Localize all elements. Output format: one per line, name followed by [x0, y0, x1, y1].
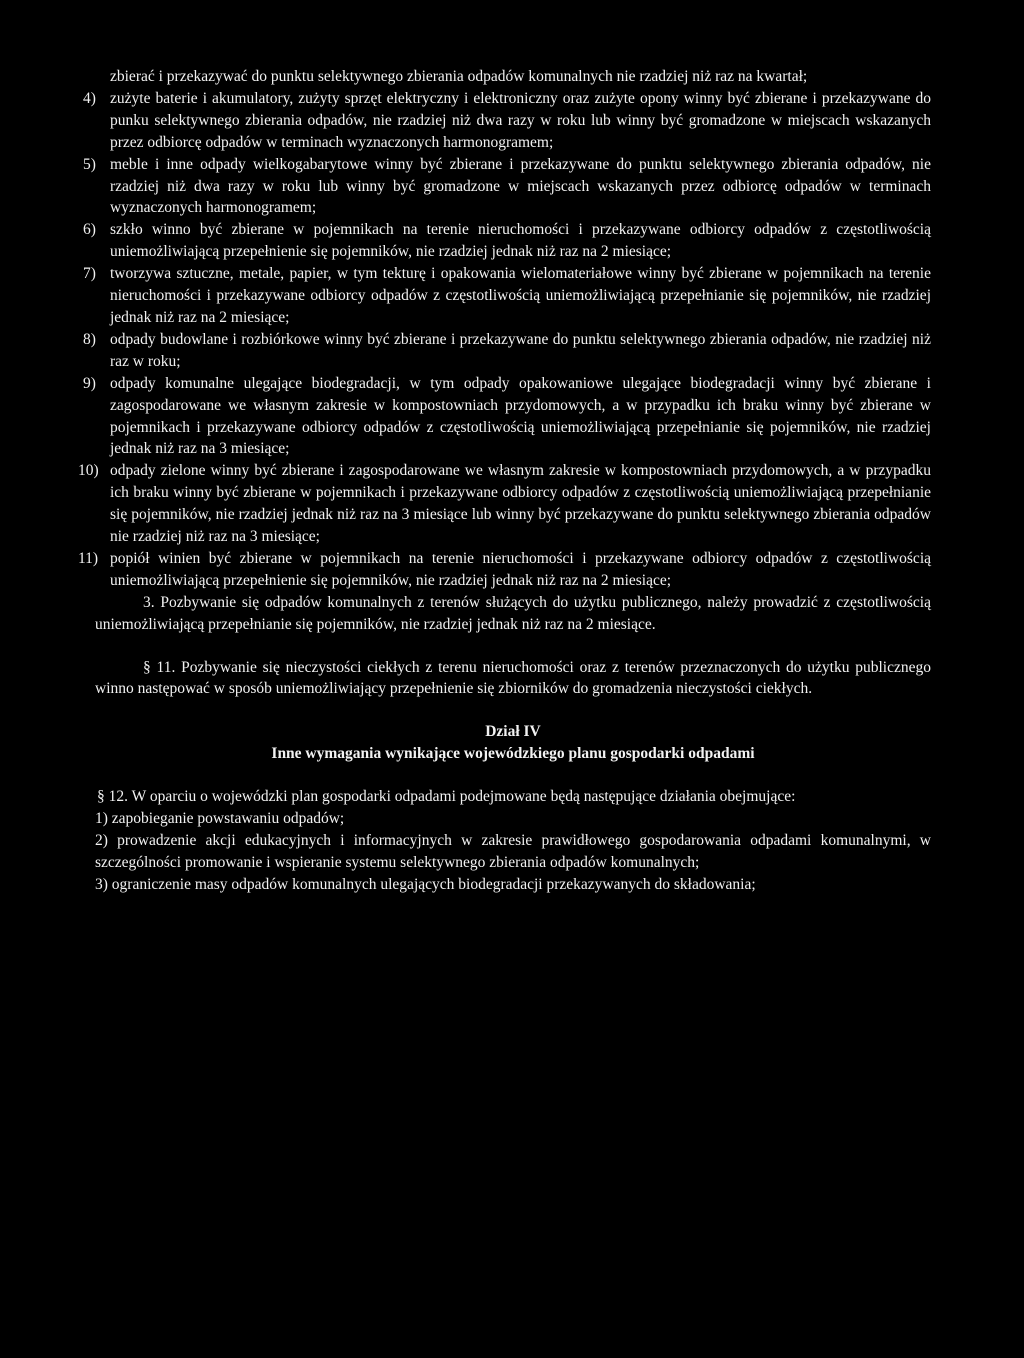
document-page	[78, 66, 931, 896]
list-item-9	[83, 373, 931, 461]
section-12-intro: § 12. W oparciu o wojewódzki plan gospodarki odpadami podejmowane będą następujące działania obejmujące:	[97, 788, 796, 806]
list-number: 5)	[83, 155, 96, 173]
list-item-7	[83, 263, 931, 329]
section-11-paragraph: § 11. Pozbywanie się nieczystości ciekłych z terenu nieruchomości oraz z terenów przeznaczonych do użytku publicznego winno następować w sposób uniemożliwiający przepełnienie się zbiorników do gromadzenia nieczystości ciekłych.	[95, 658, 931, 698]
section-12-item-3: 3) ograniczenie masy odpadów komunalnych ulegających biodegradacji przekazywanych do składowania;	[95, 875, 756, 893]
list-item-8	[83, 329, 931, 373]
list-text: odpady komunalne ulegające biodegradacji, w tym odpady opakowaniowe ulegające biodegradacji winny być zbierane i zagospodarowane we własnym zakresie w kompostowniach przydomowych, a w przypadku ich braku winny być zbierane w pojemnikach i przekazywane odbiorcy odpadów z częstotliwością uniemożliwiającą przepełnianie się pojemników, nie rzadziej jednak niż raz na 3 miesiące;	[110, 374, 931, 458]
division-title: Dział IV	[485, 723, 541, 741]
list-text: szkło winno być zbierane w pojemnikach na terenie nieruchomości i przekazywane odbiorcy odpadów z częstotliwością uniemożliwiającą przepełnienie się pojemników, nie rzadziej jednak niż raz na 2 miesiące;	[110, 221, 931, 261]
list-number: 7)	[83, 265, 96, 283]
list-item-10	[78, 460, 931, 548]
section-12-item-1: 1) zapobieganie powstawaniu odpadów;	[95, 810, 345, 828]
list-text: meble i inne odpady wielkogabarytowe winny być zbierane i przekazywane do punktu selektywnego zbierania odpadów, nie rzadziej niż dwa razy w roku lub winny być gromadzone w miejscach wskazanych przez odbiorcę odpadów w terminach wyznaczonych harmonogramem;	[110, 155, 931, 217]
list-text: odpady budowlane i rozbiórkowe winny być zbierane i przekazywane do punktu selektywnego zbierania odpadów, nie rzadziej niż raz w roku;	[110, 330, 931, 370]
list-item-6	[83, 219, 931, 263]
list-item-continuation	[95, 66, 931, 88]
list-text: zużyte baterie i akumulatory, zużyty sprzęt elektryczny i elektroniczny oraz zużyte opony winny być zbierane i przekazywane do punku selektywnego zbierania odpadów, nie rzadziej niż dwa razy w roku lub winny być gromadzone w miejscach wskazanych przez odbiorcę odpadów w terminach wyznaczonych harmonogramem;	[110, 89, 931, 151]
spacer	[95, 636, 931, 657]
point-3-paragraph: 3. Pozbywanie się odpadów komunalnych z terenów służących do użytku publicznego, należy prowadzić z częstotliwością uniemożliwiającą przepełnianie się pojemników, nie rzadziej jednak niż raz na 2 miesiące.	[95, 593, 931, 633]
list-number: 9)	[83, 374, 96, 392]
list-number: 8)	[83, 330, 96, 348]
list-item-5	[83, 154, 931, 220]
list-number: 4)	[83, 89, 96, 107]
list-text: popiół winien być zbierane w pojemnikach na terenie nieruchomości i przekazywane odbiorcy odpadów z częstotliwością uniemożliwiającą przepełnienie się pojemników, nie rzadziej jednak niż raz na 2 miesiące;	[110, 549, 931, 589]
list-number: 6)	[83, 221, 96, 239]
division-subtitle: Inne wymagania wynikające wojewódzkiego planu gospodarki odpadami	[271, 745, 755, 763]
list-text: odpady zielone winny być zbierane i zagospodarowane we własnym zakresie w kompostowniach przydomowych, a w przypadku ich braku winny być zbierane w pojemnikach i przekazywane odbiorcy odpadów z częstotliwością uniemożliwiającą przepełnianie się pojemników, nie rzadziej jednak niż raz na 3 miesiące lub winny być przekazywane do punktu selektywnego zbierania odpadów nie rzadziej niż raz na 3 miesiące;	[110, 462, 931, 546]
section-12-item-2: 2) prowadzenie akcji edukacyjnych i informacyjnych w zakresie prawidłowego gospodarowania odpadami komunalnymi, w szczególności promowanie i wspieranie systemu selektywnego zbierania odpadów komunalnych;	[95, 832, 931, 871]
spacer	[95, 700, 931, 721]
list-item-4	[83, 88, 931, 154]
list-text: tworzywa sztuczne, metale, papier, w tym tekturę i opakowania wielomateriałowe winny być zbierane w pojemnikach na terenie nieruchomości i przekazywane odbiorcy odpadów z częstotliwością uniemożliwiającą przepełnianie się pojemników, nie rzadziej jednak niż raz na 2 miesiące;	[110, 265, 931, 326]
spacer	[95, 765, 931, 786]
list-item-11	[78, 548, 931, 592]
list-number: 11)	[78, 549, 99, 567]
list-number: 10)	[78, 462, 99, 480]
intro-text: zbierać i przekazywać do punktu selektywnego zbierania odpadów komunalnych nie rzadziej niż raz na kwartał;	[110, 68, 808, 85]
